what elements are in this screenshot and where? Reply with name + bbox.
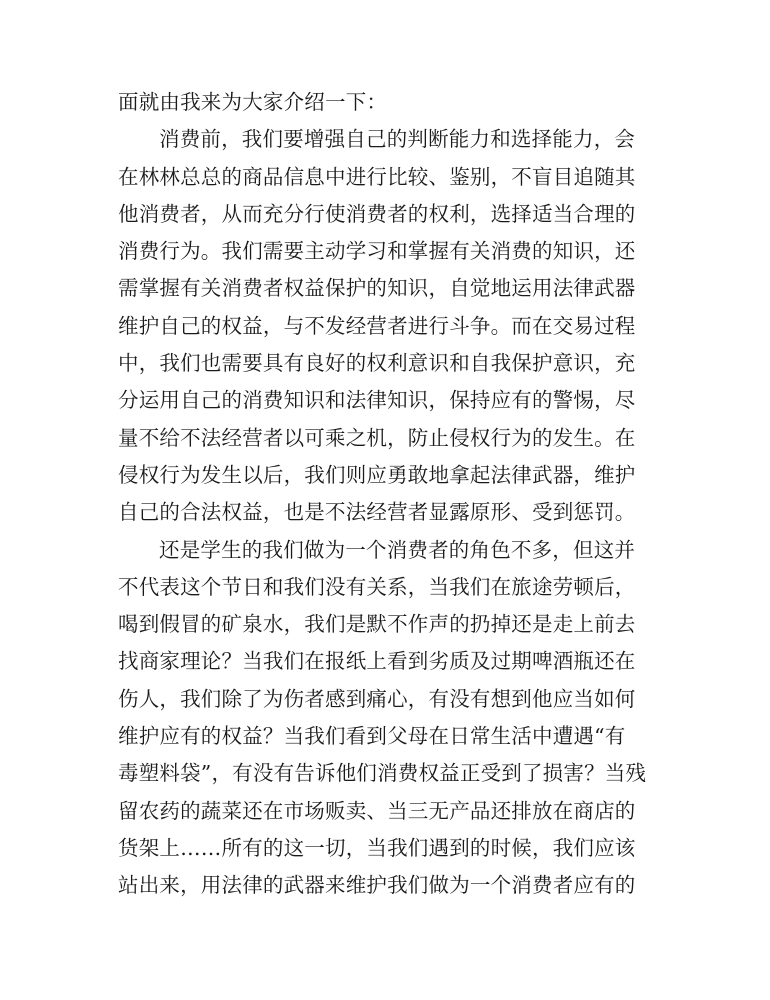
text-line: 在林林总总的商品信息中进行比较、鉴别，不盲目追随其 <box>118 164 636 189</box>
text-line: 侵权行为发生以后，我们则应勇敢地拿起法律武器，维护 <box>118 462 636 487</box>
text-line: 量不给不法经营者以可乘之机，防止侵权行为的发生。在 <box>118 425 636 450</box>
text-line: 面就由我来为大家介绍一下： <box>118 90 388 114</box>
text-line: 不代表这个节日和我们没有关系，当我们在旅途劳顿后， <box>118 574 636 599</box>
body-text <box>118 84 647 905</box>
text-line: 需掌握有关消费者权益保护的知识，自觉地运用法律武器 <box>118 276 636 301</box>
text-line: 毒塑料袋”，有没有告诉他们消费权益正受到了损害？当残 <box>118 761 647 786</box>
text-line: 消费行为。我们需要主动学习和掌握有关消费的知识，还 <box>118 239 636 264</box>
text-line: 分运用自己的消费知识和法律知识，保持应有的警惕，尽 <box>118 388 636 413</box>
text-line: 中，我们也需要具有良好的权利意识和自我保护意识，充 <box>118 351 636 376</box>
text-line: 喝到假冒的矿泉水，我们是默不作声的扔掉还是走上前去 <box>118 612 636 637</box>
paragraph-start-line: 还是学生的我们做为一个消费者的角色不多，但这并 <box>159 537 636 562</box>
text-line: 伤人，我们除了为伤者感到痛心，有没有想到他应当如何 <box>118 686 636 711</box>
text-line: 维护应有的权益？当我们看到父母在日常生活中遭遇“有 <box>118 724 626 749</box>
text-line: 找商家理论？当我们在报纸上看到劣质及过期啤酒瓶还在 <box>118 649 636 674</box>
text-line: 站出来，用法律的武器来维护我们做为一个消费者应有的 <box>118 873 636 898</box>
text-line: 他消费者，从而充分行使消费者的权利，选择适当合理的 <box>118 201 636 226</box>
text-line: 维护自己的权益，与不发经营者进行斗争。而在交易过程 <box>118 313 636 338</box>
text-line: 留农药的蔬菜还在市场贩卖、当三无产品还排放在商店的 <box>118 798 636 823</box>
text-line: 自己的合法权益，也是不法经营者显露原形、受到惩罚。 <box>118 500 636 525</box>
text-line: 货架上……所有的这一切，当我们遇到的时候，我们应该 <box>118 835 636 860</box>
paragraph-start-line: 消费前，我们要增强自己的判断能力和选择能力，会 <box>159 127 636 152</box>
